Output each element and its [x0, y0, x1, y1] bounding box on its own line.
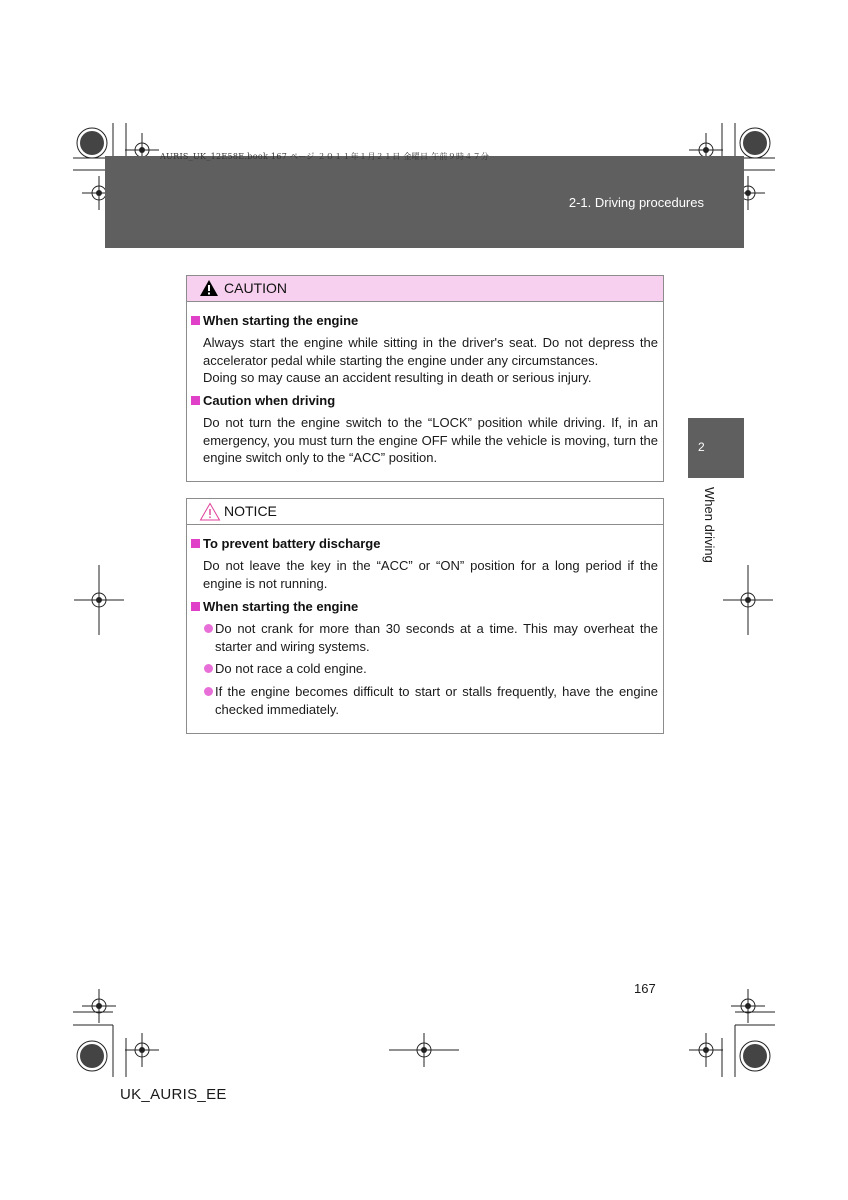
notice-heading: NOTICE: [224, 503, 277, 519]
list-item: Do not race a cold engine.: [203, 660, 658, 678]
notice-header: [187, 499, 663, 525]
section-title: 2-1. Driving procedures: [568, 195, 704, 210]
caution-paragraph: Do not turn the engine switch to the “LOCK” position while driving. If, in an emergency, you must turn the engine OFF while the vehicle is moving, turn the engine switch only to the “ACC” position.: [203, 415, 658, 465]
chapter-number: 2: [698, 440, 705, 454]
list-item: If the engine becomes difficult to start or stalls frequently, have the engine checked immediately.: [203, 683, 658, 718]
magenta-square-icon: [191, 396, 200, 405]
pink-bullet-icon: [204, 687, 213, 696]
magenta-square-icon: [191, 316, 200, 325]
chapter-tab: [688, 418, 744, 478]
notice-paragraph: Do not leave the key in the “ACC” or “ON” position for a long period if the engine is not running.: [203, 558, 658, 591]
section-title-starting-engine: When starting the engine: [191, 599, 358, 614]
section-title-caution-driving: Caution when driving: [191, 393, 335, 408]
caution-paragraph: Doing so may cause an accident resulting in death or serious injury.: [203, 370, 592, 385]
caution-heading: CAUTION: [224, 280, 287, 296]
pink-bullet-icon: [204, 664, 213, 673]
footer-code: UK_AURIS_EE: [120, 1086, 227, 1103]
notice-box: [186, 498, 664, 734]
pink-bullet-icon: [204, 624, 213, 633]
caution-box: [186, 275, 664, 482]
page-number: 167: [634, 981, 656, 996]
warning-triangle-icon: [199, 279, 219, 297]
section-title-battery: To prevent battery discharge: [191, 536, 380, 551]
caution-header: [187, 276, 663, 302]
caution-paragraph: Always start the engine while sitting in the driver's seat. Do not depress the accelerator pedal while starting the engine under any circumstances.: [203, 335, 658, 368]
chapter-label: When driving: [702, 487, 717, 563]
magenta-square-icon: [191, 602, 200, 611]
section-title-starting-engine: When starting the engine: [191, 313, 358, 328]
magenta-square-icon: [191, 539, 200, 548]
print-info: AURIS_UK_12E58E.book 167 ページ ２０１１年１月２１日 金曜日 午前９時４７分: [160, 152, 490, 161]
section-header-bar: [105, 156, 744, 248]
notice-triangle-icon: [199, 502, 221, 521]
list-item: Do not crank for more than 30 seconds at a time. This may overheat the starter and wiring systems.: [203, 620, 658, 655]
